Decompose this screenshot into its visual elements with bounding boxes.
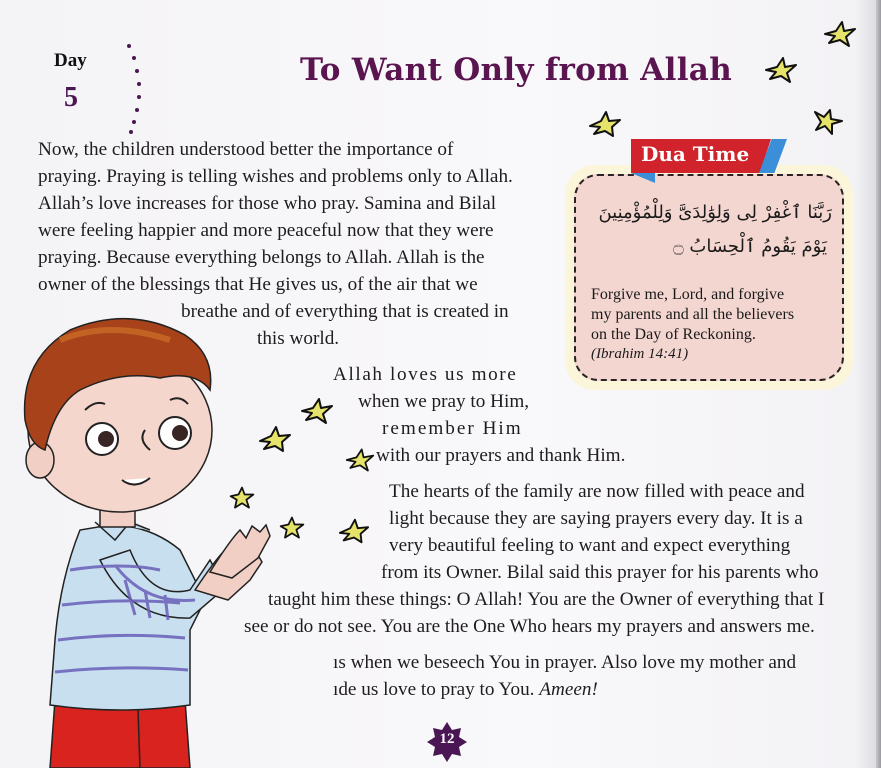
- story-line: very beautiful feeling to want and expect everything: [389, 535, 791, 556]
- dua-translation: [591, 285, 794, 345]
- story-line: Allah loves us more: [333, 364, 518, 385]
- story-line: from its Owner. Bilal said this prayer for his parents who: [381, 562, 819, 583]
- star-icon: [278, 514, 306, 542]
- day-label: Day: [54, 50, 87, 71]
- story-line-text: ıde us love to pray to You.: [333, 679, 535, 700]
- story-line: owner of the blessings that He gives us, of the air that we: [38, 274, 478, 295]
- story-line: ıs when we beseech You in prayer. Also love my mother and: [333, 652, 797, 673]
- story-line: see or do not see. You are the One Who hears my prayers and answers me.: [244, 616, 815, 637]
- dotted-divider: [122, 42, 152, 134]
- story-line: when we pray to Him,: [358, 391, 530, 412]
- star-icon: [345, 446, 375, 474]
- star-icon: [338, 516, 370, 546]
- story-line: were feeling happier and more peaceful now that they were: [38, 220, 494, 241]
- translation-line: on the Day of Reckoning.: [591, 326, 756, 343]
- arabic-verse-line: يَوْمَ يَقُومُ ٱلْحِسَابُ ۝: [673, 236, 827, 257]
- star-icon: [588, 110, 622, 138]
- boy-illustration: [0, 300, 280, 768]
- translation-line: my parents and all the believers: [591, 306, 795, 323]
- story-line: breathe and of everything that is created in: [181, 301, 509, 322]
- day-number: 5: [64, 82, 78, 113]
- arabic-verse-line: رَبَّنَا ٱغْفِرْ لِى وَلِوَٰلِدَىَّ وَلِلْمُؤْمِنِينَ: [598, 202, 832, 223]
- story-line: [333, 676, 598, 703]
- star-icon: [812, 108, 844, 136]
- translation-line: Forgive me, Lord, and forgive: [591, 286, 785, 303]
- ameen-text: Ameen!: [539, 679, 598, 700]
- story-line: The hearts of the family are now filled with peace and: [389, 481, 805, 502]
- story-line: taught him these things: O Allah! You are the Owner of everything that I: [268, 589, 825, 610]
- story-line: with our prayers and thank Him.: [376, 445, 626, 466]
- star-icon: [300, 396, 334, 426]
- page-number: 12: [439, 731, 455, 747]
- story-line: Now, the children understood better the importance of: [38, 139, 454, 160]
- story-line: praying. Because everything belongs to Allah. Allah is the: [38, 247, 485, 268]
- story-line: Allah’s love increases for those who pray. Samina and Bilal: [38, 193, 497, 214]
- star-icon: [823, 20, 857, 48]
- story-line: light because they are saying prayers every day. It is a: [389, 508, 803, 529]
- page-edge: [876, 0, 881, 768]
- page-title: To Want Only from Allah: [300, 52, 733, 88]
- verse-reference: (Ibrahim 14:41): [591, 346, 689, 362]
- star-icon: [764, 56, 798, 84]
- story-line: remember Him: [382, 418, 523, 439]
- story-line: this world.: [257, 328, 340, 349]
- story-line: praying. Praying is telling wishes and problems only to Allah.: [38, 166, 513, 187]
- dua-time-label: Dua Time: [641, 142, 750, 166]
